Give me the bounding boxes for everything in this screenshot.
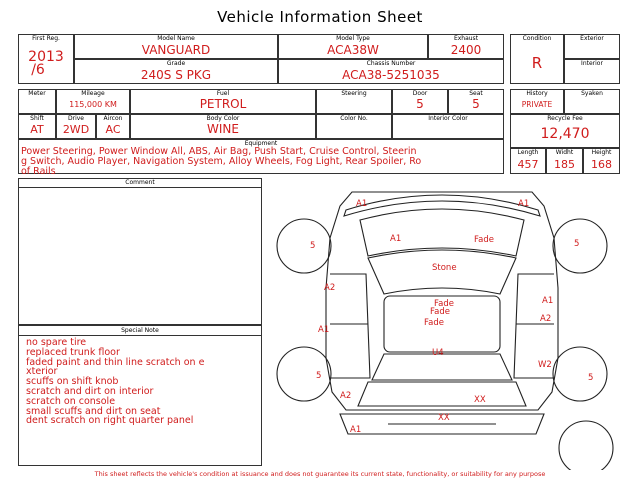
chassis-value: ACA38-5251035 bbox=[342, 68, 440, 82]
damage-mark: W2 bbox=[538, 360, 552, 370]
history-label: History bbox=[526, 90, 548, 97]
aircon-value: AC bbox=[105, 123, 121, 136]
first-reg-month: /6 bbox=[31, 62, 45, 78]
damage-mark: Fade bbox=[434, 299, 454, 309]
grade-label: Grade bbox=[166, 60, 186, 67]
damage-mark: Fade bbox=[474, 235, 494, 245]
meter-label: Meter bbox=[28, 90, 46, 97]
exhaust-value: 2400 bbox=[450, 43, 482, 57]
fuel-label: Fuel bbox=[216, 90, 230, 97]
first-reg-year: 2013 bbox=[28, 49, 64, 65]
special-note-text bbox=[26, 338, 260, 426]
tailgate bbox=[358, 382, 526, 406]
damage-mark: A1 bbox=[542, 296, 554, 306]
shift-value: AT bbox=[30, 123, 44, 136]
drive-label: Drive bbox=[68, 115, 84, 122]
note-line: small scuffs and dirt on seat bbox=[26, 405, 161, 417]
width-label: Widht bbox=[555, 149, 574, 156]
equipment-text bbox=[21, 147, 503, 177]
front-bumper bbox=[344, 195, 540, 216]
history-value: PRIVATE bbox=[521, 100, 553, 109]
damage-mark: A2 bbox=[324, 283, 336, 293]
steering-label: Steering bbox=[341, 90, 367, 97]
left-doors bbox=[330, 274, 370, 378]
note-line: xterior bbox=[26, 366, 58, 378]
damage-mark: A1 bbox=[518, 199, 530, 209]
page-title: Vehicle Information Sheet bbox=[217, 8, 423, 26]
condition-label: Condition bbox=[522, 35, 552, 42]
equipment-line: g Switch, Audio Player, Navigation System, Alloy Wheels, Fog Light, Rear Spoiler, Ro bbox=[21, 156, 422, 167]
seat-value: 5 bbox=[472, 97, 480, 111]
damage-mark: Fade bbox=[424, 318, 444, 328]
length-label: Length bbox=[517, 149, 539, 156]
spare-wheel bbox=[559, 421, 613, 470]
door-value: 5 bbox=[416, 97, 424, 111]
damage-mark: 5 bbox=[310, 241, 316, 251]
fuel-value: PETROL bbox=[199, 97, 247, 111]
body-color-value: WINE bbox=[207, 122, 239, 136]
damage-mark: XX bbox=[474, 395, 486, 405]
equipment-label: Equipment bbox=[244, 140, 278, 147]
mileage-label: Mileage bbox=[81, 90, 105, 97]
seat-label: Seat bbox=[469, 90, 483, 97]
vehicle-diagram bbox=[268, 178, 634, 470]
damage-mark: A2 bbox=[540, 314, 552, 324]
note-line: dent scratch on right quarter panel bbox=[26, 415, 194, 427]
wheel-rear-left bbox=[277, 347, 331, 401]
damage-mark: Stone bbox=[432, 263, 457, 273]
width-value: 185 bbox=[554, 158, 575, 171]
disclaimer-footer: This sheet reflects the vehicle's condition at issuance and does not guarantee its current state, functionality, or suitability for any purpose bbox=[94, 470, 546, 478]
damage-mark: A1 bbox=[356, 199, 368, 209]
special-note-label: Special Note bbox=[121, 327, 159, 334]
aircon-label: Aircon bbox=[103, 115, 123, 122]
mileage-value: 115,000 KM bbox=[69, 100, 117, 109]
exterior-label: Exterior bbox=[580, 35, 604, 42]
note-line: no spare tire bbox=[26, 337, 87, 348]
damage-mark: 5 bbox=[588, 373, 594, 383]
length-value: 457 bbox=[517, 158, 539, 171]
chassis-label: Chassis Number bbox=[366, 60, 416, 67]
damage-mark: 5 bbox=[316, 371, 322, 381]
exhaust-label: Exhaust bbox=[453, 35, 479, 42]
hood bbox=[360, 209, 524, 256]
damage-mark: A1 bbox=[350, 425, 362, 435]
note-line: replaced trunk floor bbox=[26, 346, 120, 358]
comment-label: Comment bbox=[125, 179, 155, 186]
note-line: scuffs on shift knob bbox=[26, 376, 119, 388]
syaken-label: Syaken bbox=[581, 90, 603, 97]
damage-mark: U4 bbox=[432, 348, 444, 358]
model-name-value: VANGUARD bbox=[141, 43, 211, 57]
body-color-label: Body Color bbox=[206, 115, 240, 122]
door-label: Door bbox=[412, 90, 428, 97]
damage-mark: A2 bbox=[340, 391, 352, 401]
note-line: faded paint and thin line scratch on e bbox=[26, 356, 205, 368]
wheel-front-right bbox=[553, 219, 607, 273]
height-value: 168 bbox=[591, 158, 612, 171]
interior-color-label: Interior Color bbox=[428, 115, 468, 122]
condition-value: R bbox=[531, 54, 543, 72]
note-line: scratch and dirt on interior bbox=[26, 385, 154, 397]
damage-mark: A1 bbox=[390, 234, 402, 244]
damage-mark: 5 bbox=[574, 239, 580, 249]
color-no-label: Color No. bbox=[340, 115, 368, 122]
note-line: scratch on console bbox=[26, 395, 116, 407]
shift-label: Shift bbox=[30, 115, 44, 122]
wheel-front-left bbox=[277, 219, 331, 273]
grade-value: 240S S PKG bbox=[140, 68, 212, 82]
drive-value: 2WD bbox=[62, 123, 90, 136]
interior-label: Interior bbox=[581, 60, 603, 67]
damage-mark: A1 bbox=[318, 325, 330, 335]
comment-box bbox=[18, 178, 262, 325]
wheel-rear-right bbox=[553, 347, 607, 401]
damage-mark: Fade bbox=[430, 307, 450, 317]
equipment-line: Power Steering, Power Window All, ABS, Air Bag, Push Start, Cruise Control, Steerin bbox=[21, 146, 417, 157]
model-type-value: ACA38W bbox=[327, 43, 379, 57]
height-label: Height bbox=[591, 149, 612, 156]
recycle-value: 12,470 bbox=[540, 126, 590, 142]
recycle-label: Recycle Fee bbox=[547, 115, 583, 122]
damage-mark: XX bbox=[438, 413, 450, 423]
equipment-line: of Rails bbox=[21, 166, 56, 177]
model-name-label: Model Name bbox=[157, 35, 195, 42]
first-reg-label: First Reg. bbox=[32, 35, 60, 42]
model-type-label: Model Type bbox=[336, 35, 370, 42]
